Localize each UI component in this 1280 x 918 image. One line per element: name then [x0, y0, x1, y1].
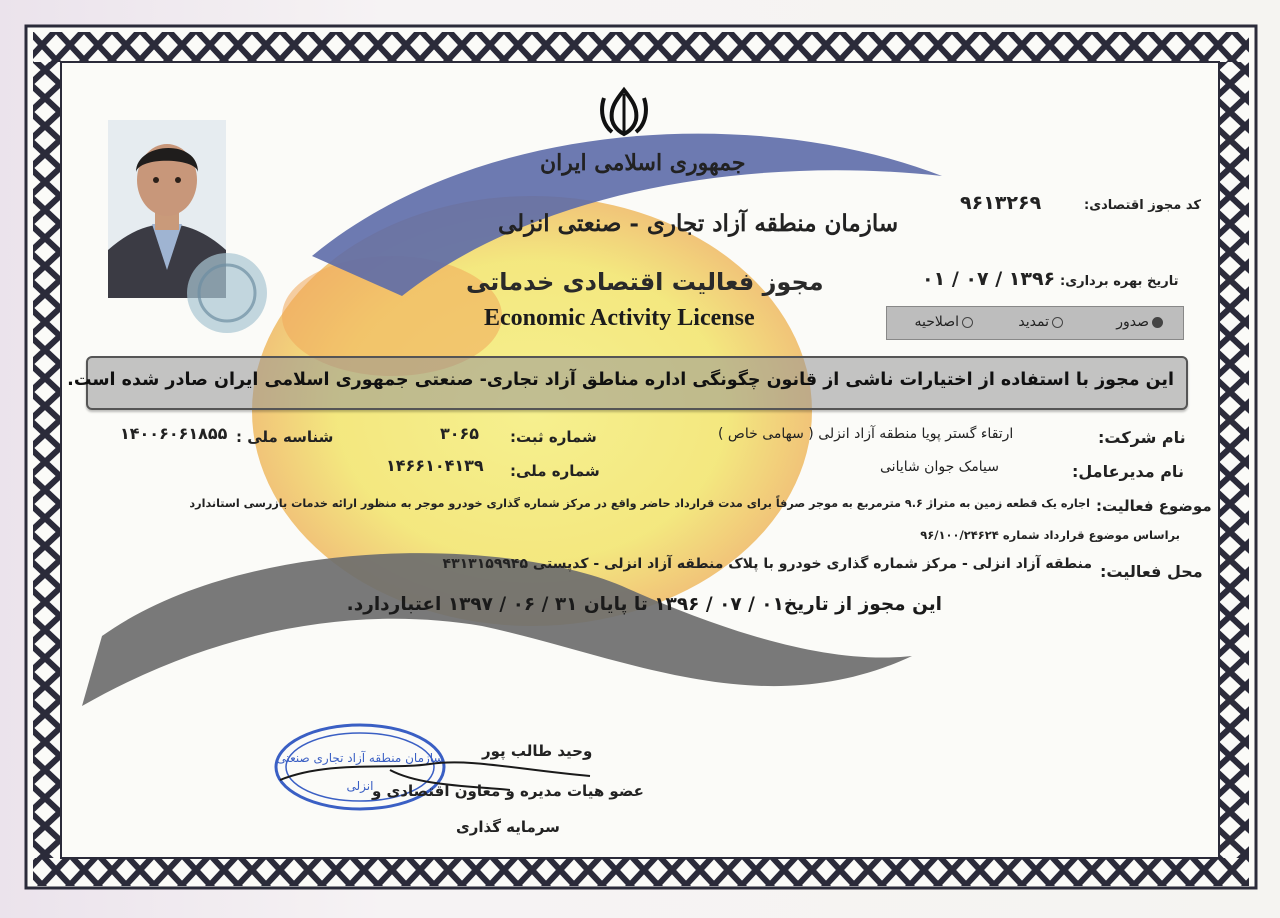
national-id-value: ۱۴۰۰۶۰۶۱۸۵۵ — [120, 424, 228, 443]
manager-label: نام مدیرعامل: — [1072, 462, 1184, 481]
activity-line-2: براساس موضوع قرارداد شماره ۹۶/۱۰۰/۲۴۶۲۴ — [920, 528, 1180, 542]
emblem-icon — [598, 86, 650, 138]
registration-number-value: ۳۰۶۵ — [440, 424, 480, 443]
issue-option-renewal: تمدید — [1018, 314, 1063, 330]
company-name-value: ارتقاء گستر پویا منطقه آزاد انزلی ( سهامی خاص ) — [718, 426, 1014, 442]
license-code-label: کد مجوز اقتصادی: — [1084, 198, 1201, 213]
signatory-role-line-1: عضو هیات مدیره و معاون اقتصادی و — [372, 782, 644, 800]
organization-name: سازمان منطقه آزاد تجاری - صنعتی انزلی — [498, 210, 899, 237]
issue-option-new: صدور — [1116, 314, 1163, 330]
country-name: جمهوری اسلامی ایران — [540, 150, 746, 176]
activity-line-1: اجاره یک قطعه زمین به متراژ ۹.۶ مترمربع به موجر صرفاً برای مدت قرارداد حاضر واقع در مرکز شماره گذاری خودرو موجر به منظور ارائه خدمات بازرسی استاندارد — [189, 497, 1090, 510]
utilization-date-value: ۱۳۹۶ / ۰۷ / ۰۱ — [922, 268, 1056, 290]
validity-statement: این مجوز از تاریخ۰۱ / ۰۷ / ۱۳۹۶ تا پایان ۳۱ / ۰۶ / ۱۳۹۷ اعتباردارد. — [346, 594, 942, 615]
stamp-text-top: سازمان منطقه آزاد تجاری صنعتی — [276, 751, 444, 765]
hologram-seal-icon — [182, 248, 272, 338]
issue-option-amendment: اصلاحیه — [914, 314, 973, 330]
activity-label: موضوع فعالیت: — [1096, 497, 1212, 515]
manager-national-id-label: شماره ملی: — [510, 462, 600, 480]
radio-icon — [1052, 317, 1063, 328]
location-label: محل فعالیت: — [1100, 562, 1203, 581]
utilization-date-label: تاریخ بهره برداری: — [1060, 274, 1179, 289]
issue-type-box — [886, 306, 1184, 340]
radio-selected-icon — [1152, 317, 1163, 328]
national-id-label: شناسه ملی : — [236, 428, 334, 446]
statement-banner — [67, 356, 1188, 410]
radio-icon — [962, 317, 973, 328]
company-name-label: نام شرکت: — [1098, 428, 1186, 447]
license-code-value: ۹۶۱۳۲۶۹ — [960, 192, 1042, 214]
manager-national-id-value: ۱۴۶۶۱۰۴۱۳۹ — [386, 456, 484, 475]
background-emblem — [62, 66, 1216, 856]
license-title-fa: مجوز فعالیت اقتصادی خدماتی — [466, 268, 824, 296]
license-title-en: Economic Activity License — [484, 305, 755, 331]
signatory-role-line-2: سرمایه گذاری — [456, 818, 560, 836]
manager-value: سیامک جوان شایانی — [880, 459, 999, 475]
location-value: منطقه آزاد انزلی - مرکز شماره گذاری خودرو با پلاک منطقه آزاد انزلی - کدپستی ۴۳۱۳۱۵۹۹۴۵ — [442, 556, 1092, 572]
stamp-text-bottom: انزلی — [346, 779, 374, 793]
signatory-name: وحید طالب پور — [482, 742, 593, 760]
certificate-body — [62, 66, 1216, 856]
statement-text: این مجوز با استفاده از اختیارات ناشی از قانون چگونگی اداره مناطق آزاد تجاری- صنعتی جمهوری اسلامی ایران صادر شده است. — [67, 370, 1174, 390]
registration-number-label: شماره ثبت: — [510, 428, 597, 446]
